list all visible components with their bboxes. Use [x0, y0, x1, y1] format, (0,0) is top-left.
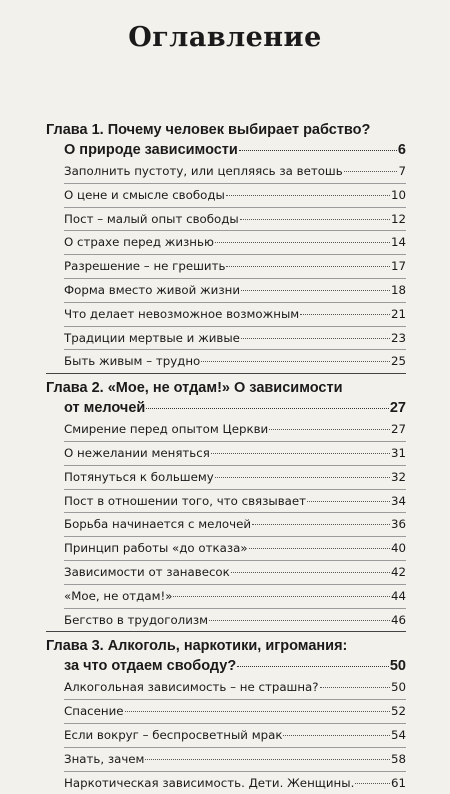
chapter-2 — [46, 373, 406, 418]
chapter-3-title: Глава 3. Алкоголь, наркотики, игромания: — [46, 638, 348, 655]
chapter-3-subtitle-row — [46, 656, 406, 676]
toc-entry: Быть живым – трудно 25 — [64, 354, 406, 369]
chapter-2-page: 27 — [389, 400, 406, 417]
toc-entry: Традиции мертвые и живые 23 — [64, 327, 406, 351]
chapter-1-title: Глава 1. Почему человек выбирает рабство? — [46, 122, 371, 138]
toc-entry: Наркотическая зависимость. Дети. Женщины. 61 — [64, 775, 406, 790]
toc-entry: Пост – малый опыт свободы 12 — [64, 208, 406, 232]
toc-entry: Разрешение – не грешить 17 — [64, 255, 406, 279]
toc-entry: Пост в отношении того, что связывает 34 — [64, 490, 406, 514]
toc-entry: О страхе перед жизнью 14 — [64, 231, 406, 255]
toc-entry: О нежелании меняться 31 — [64, 442, 406, 466]
toc-entry: Знать, зачем 58 — [64, 748, 406, 772]
chapter-3-subtitle: за что отдаем свободу? — [64, 658, 237, 675]
chapter-3-page: 50 — [389, 658, 406, 675]
toc-entry: Спасение 52 — [64, 700, 406, 724]
toc-entry: О цене и смысле свободы 10 — [64, 184, 406, 208]
toc-entry: Что делает невозможное возможным 21 — [64, 303, 406, 327]
dot-leader — [239, 150, 397, 151]
toc-entry: Алкогольная зависимость – не страшна? 50 — [64, 676, 406, 700]
toc-entry: Борьба начинается с мелочей 36 — [64, 513, 406, 537]
toc-entry: Принцип работы «до отказа» 40 — [64, 537, 406, 561]
chapter-1-page: 6 — [397, 142, 406, 158]
toc-entry: Потянуться к большему 32 — [64, 466, 406, 490]
chapter-1-subtitle: О природе зависимости — [64, 142, 238, 158]
toc-entry: Смирение перед опытом Церкви 27 — [64, 418, 406, 442]
chapter-2-title: Глава 2. «Мое, не отдам!» О зависимости — [46, 380, 343, 397]
dot-leader — [237, 666, 389, 667]
toc-entry: Зависимости от занавесок 42 — [64, 561, 406, 585]
toc-entry: Форма вместо живой жизни 18 — [64, 279, 406, 303]
toc-entry: Заполнить пустоту, или цепляясь за ветошь 7 — [64, 160, 406, 184]
chapter-2-subtitle: от мелочей — [64, 400, 146, 417]
toc-entry: Если вокруг – беспросветный мрак 54 — [64, 724, 406, 748]
page-title: Оглавление — [128, 22, 322, 53]
chapter-3-items — [46, 676, 406, 794]
chapter-1 — [46, 120, 406, 160]
dot-leader — [146, 408, 389, 409]
chapter-1-subtitle-row — [46, 140, 406, 160]
chapter-3 — [46, 631, 406, 676]
toc-entry: «Мое, не отдам!» 44 — [64, 585, 406, 609]
table-of-contents — [46, 120, 406, 794]
chapter-2-items — [46, 418, 406, 631]
chapter-1-items — [46, 160, 406, 373]
toc-entry: Бегство в трудоголизм 46 — [64, 612, 406, 627]
chapter-2-subtitle-row — [46, 398, 406, 418]
